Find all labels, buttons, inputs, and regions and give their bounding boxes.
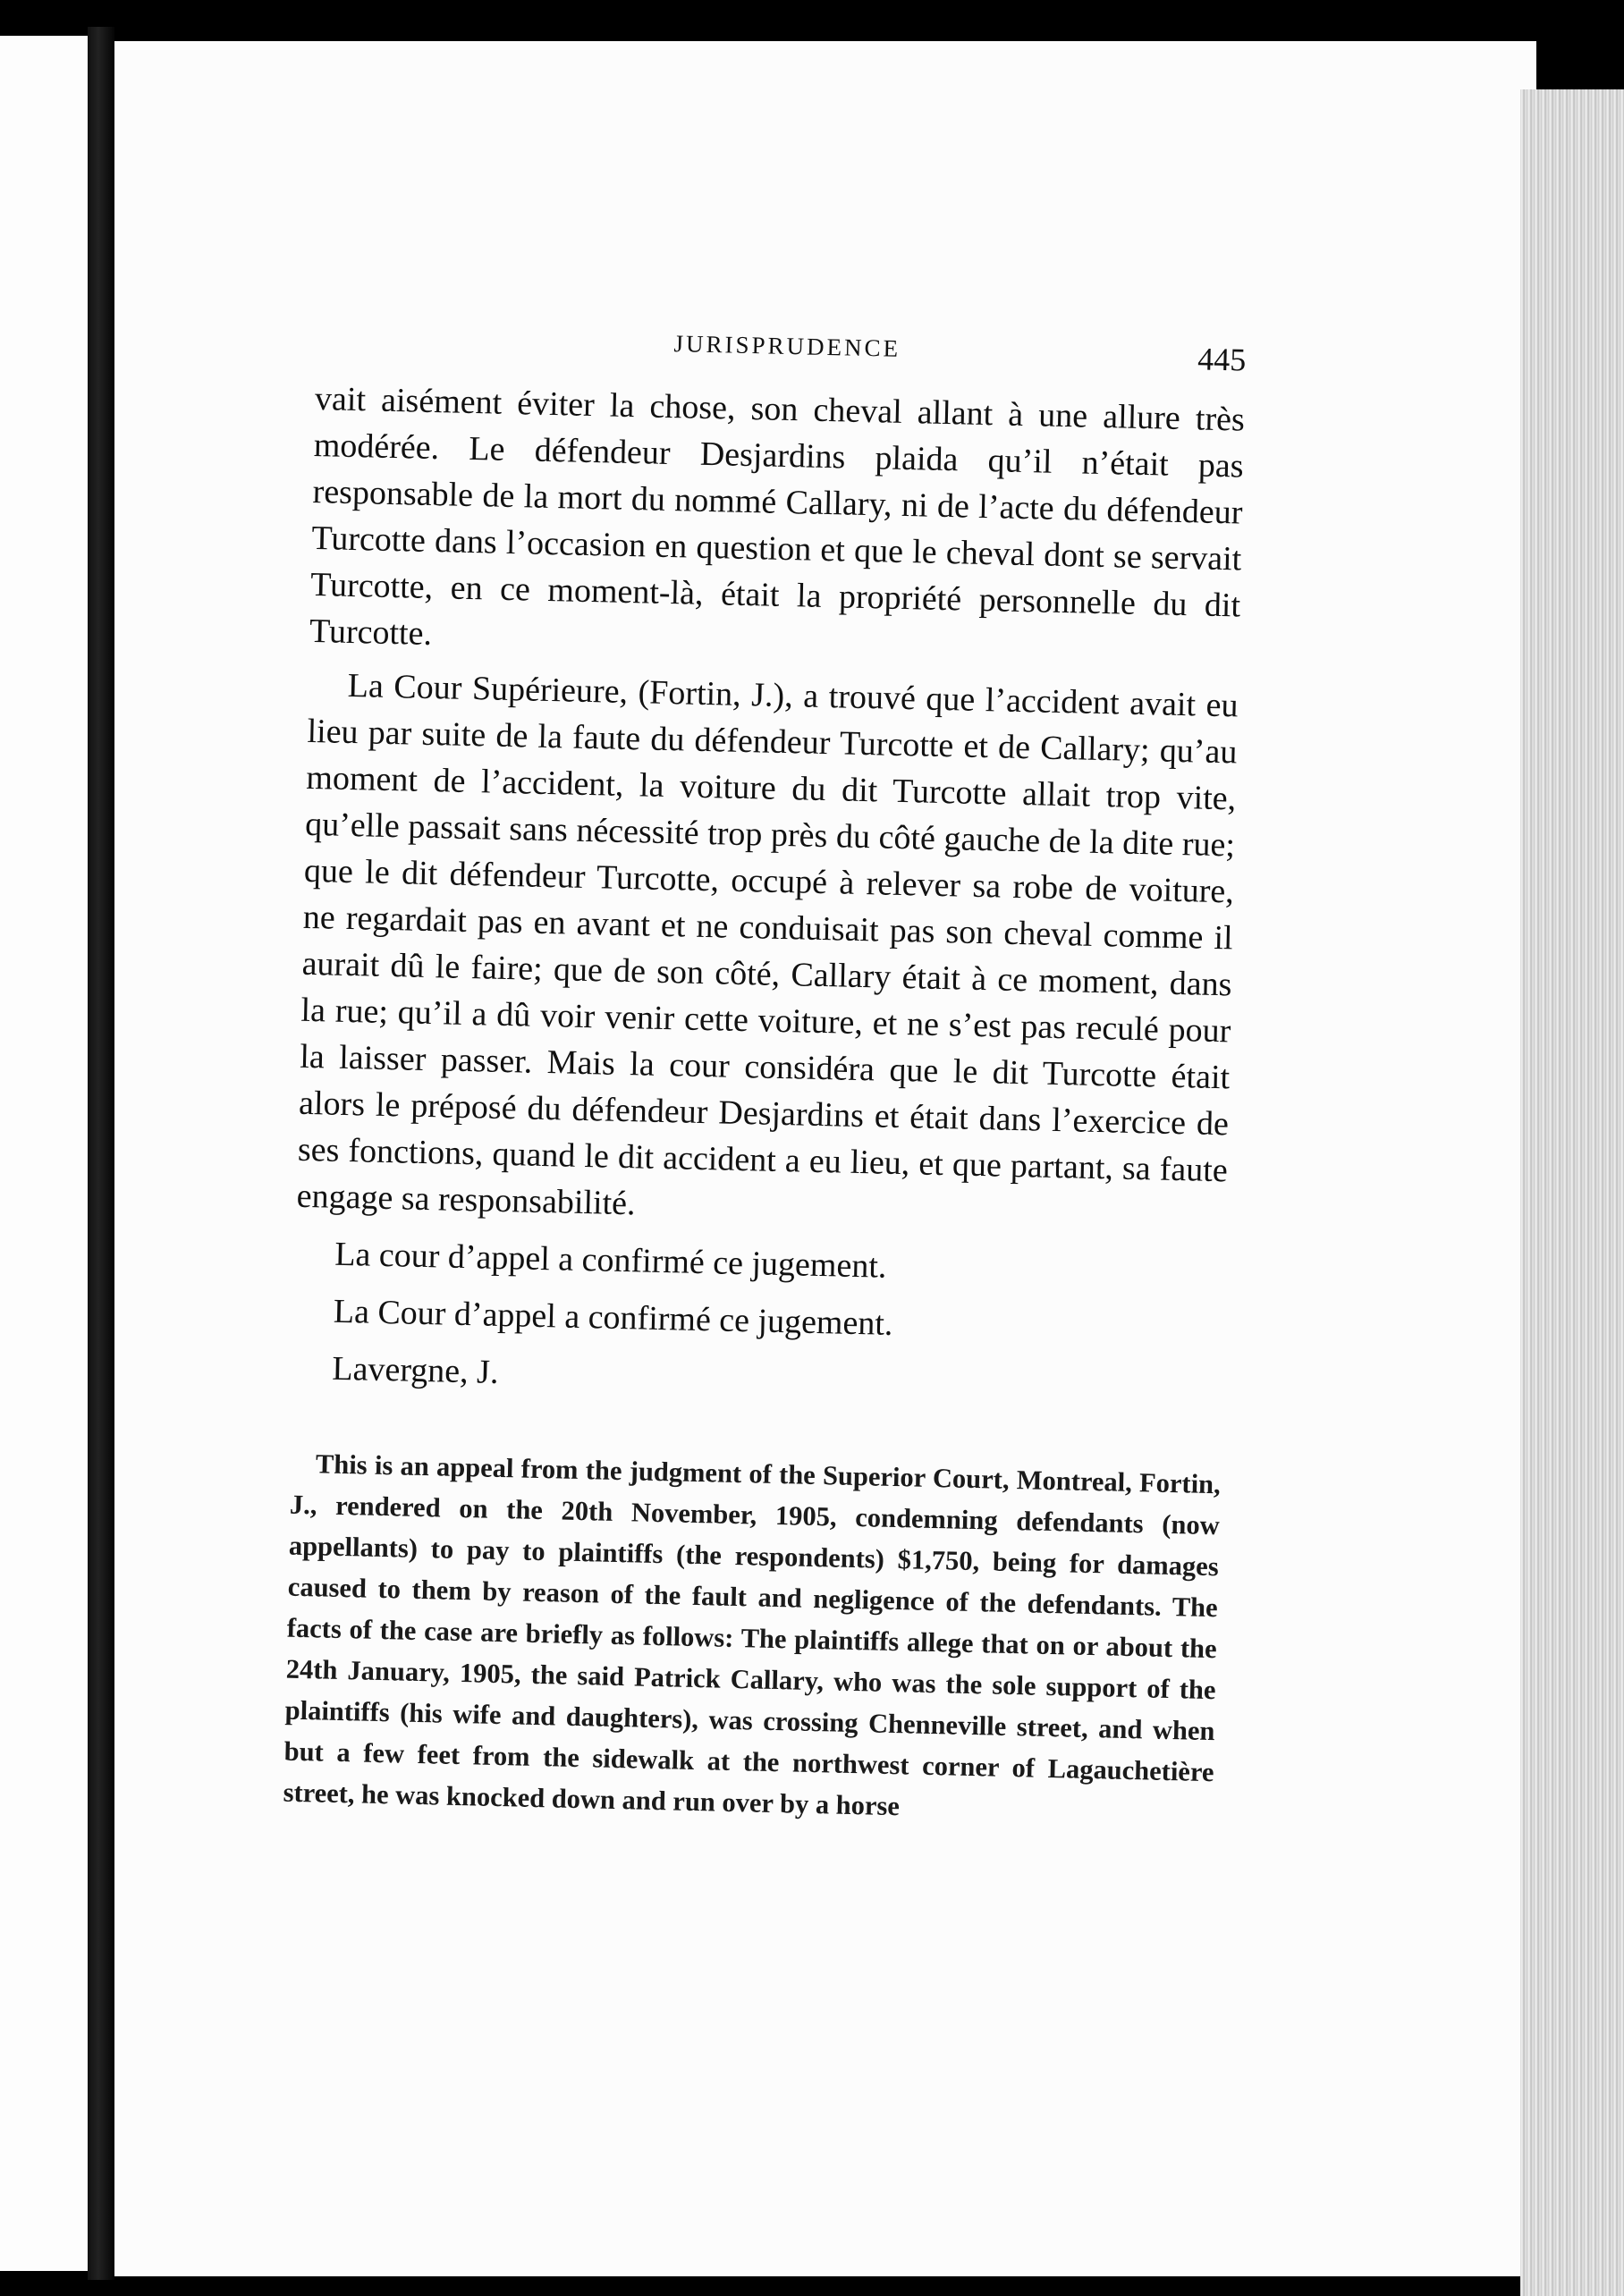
- paragraph-continuation: vait aisément éviter la chose, son cheval allant à une allure très modérée. Le défendeur Desjardins plaida qu’il n’était pas responsable de la mort du nommé Callary, ni de l’acte du défendeur Turcotte dans l’occasion en question et que le cheval dont se servait Turcotte, en ce moment-là, était la propriété personnelle du dit Turcotte.: [309, 379, 1246, 654]
- paragraph-superior-court: La Cour Supérieure, (Fortin, J.), a trouvé que l’accident avait eu lieu par suite de la faute du défendeur Turcotte et de Callary; qu’au moment de l’accident, la voiture du dit Turcotte allait trop vite, qu’elle passait sans nécessité trop près du côté gauche de la dite rue; que le dit défendeur Turcotte, occupé à relever sa robe de voiture, ne regardait pas en avant et ne conduisait pas son cheval comme il aurait dû le faire; que de son côté, Callary était à ce moment, dans la rue; qu’il a dû voir venir cette voiture, et ne s’est pas reculé pour la laisser passer. Mais la cour considéra que le dit Turcotte était alors le préposé du défendeur Desjardins et était dans l’exercice de ses fonctions, quand le dit accident a eu lieu, et que partant, sa faute engage sa responsabilité.: [296, 666, 1239, 1223]
- english-paragraph: This is an appeal from the judgment of the Superior Court, Montreal, Fortin, J., rendered on the 20th November, 1905, condemning defendants (now appellants) to pay to plaintiffs (the respondents) $1,750, being for damages caused to them by reason of the fault and negligence of the defendants. The facts of the case are briefly as follows: The plaintiffs allege that on or about the 24th January, 1905, the said Patrick Callary, who was the sole support of the plaintiffs (his wife and daughters), was crossing Chenneville street, and when but a few feet from the sidewalk at the northwest corner of Lagauchetière street, he was knocked down and run over by a horse: [283, 1448, 1222, 1822]
- paragraph-appeal-confirmed-repeat: La Cour d’appel a confirmé ce jugement.: [333, 1292, 893, 1343]
- page-edge-stack: [1520, 89, 1624, 2296]
- running-title: JURISPRUDENCE: [673, 330, 901, 362]
- previous-page-edge: [0, 36, 88, 2271]
- paragraph-appeal-confirmed: La cour d’appel a confirmé ce jugement.: [334, 1235, 887, 1286]
- page-text: [283, 322, 1247, 1834]
- book-gutter: [88, 27, 114, 2280]
- judge-name: Lavergne, J.: [331, 1349, 499, 1391]
- page-number: 445: [1197, 341, 1247, 378]
